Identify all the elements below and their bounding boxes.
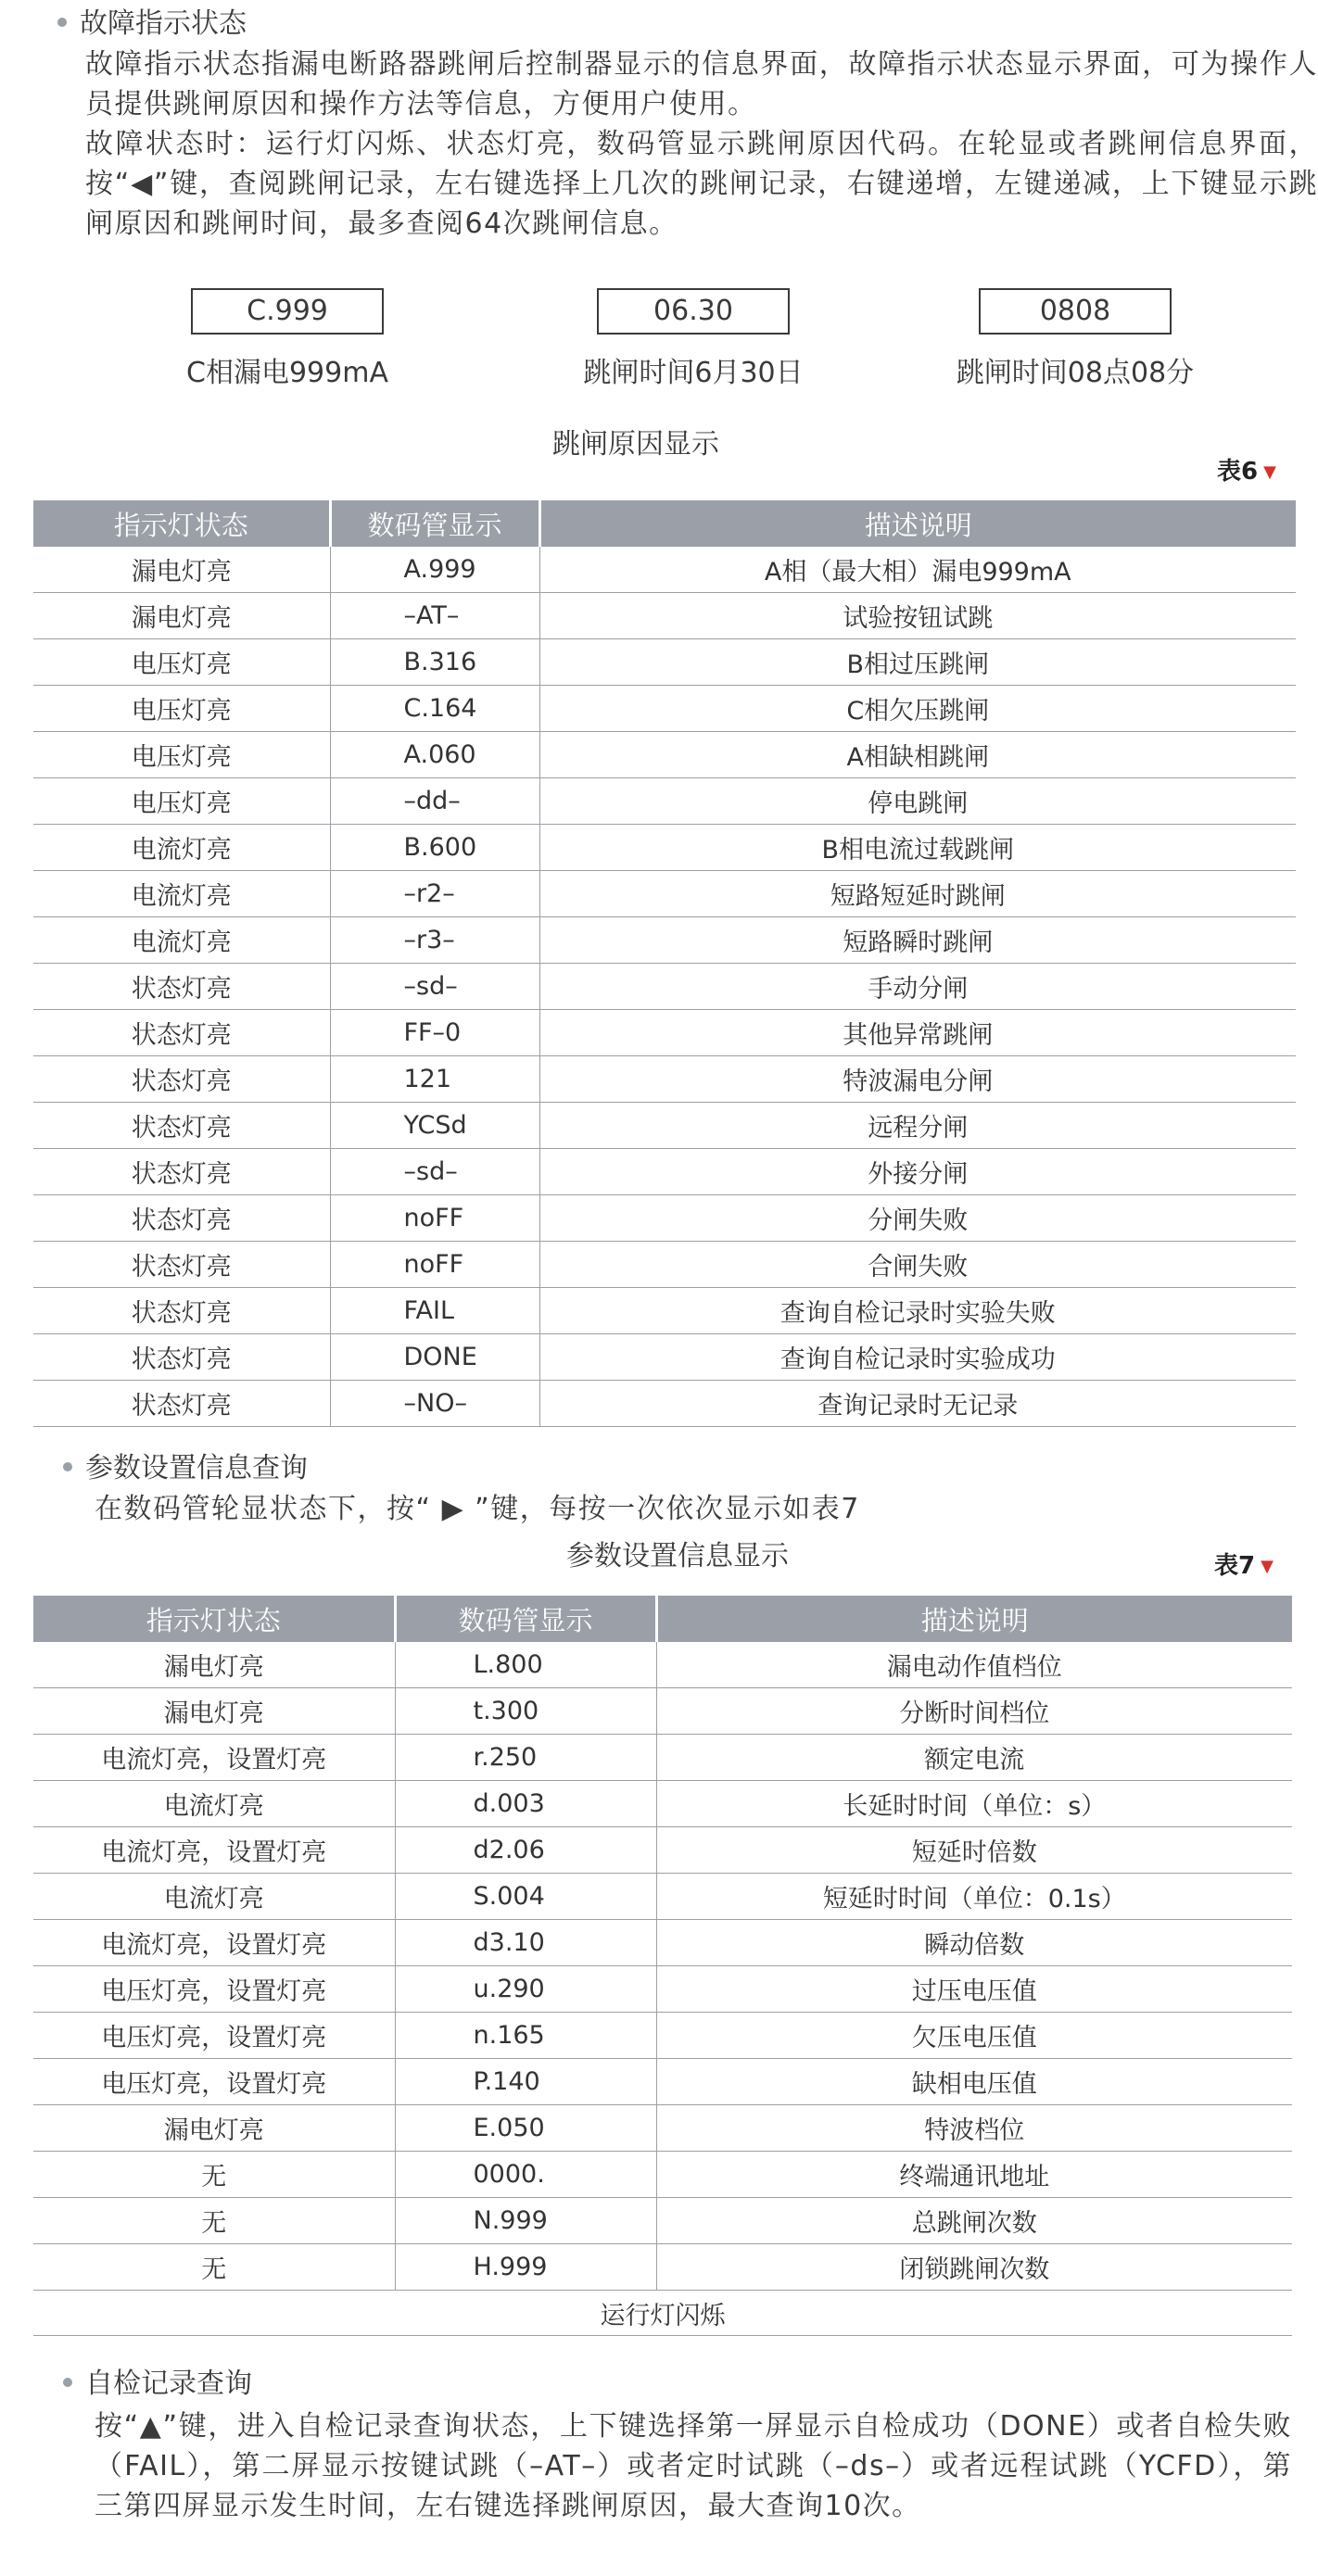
fault-section-para1: 故障指示状态指漏电断路器跳闸后控制器显示的信息界面，故障指示状态显示界面，可为操作人员提供跳闸原因和操作方法等信息，方便用户使用。 bbox=[85, 48, 1318, 120]
description-cell: 总跳闸次数 bbox=[656, 2198, 1292, 2244]
description-cell: C相欠压跳闸 bbox=[539, 686, 1296, 732]
table6-header-row bbox=[33, 500, 1296, 547]
table6 bbox=[33, 500, 1296, 1427]
table-row bbox=[33, 1242, 1296, 1288]
description-cell: 短延时倍数 bbox=[656, 1827, 1292, 1874]
table-row bbox=[33, 593, 1296, 639]
display-code-cell: C.164 bbox=[330, 686, 539, 732]
indicator-cell: 漏电灯亮 bbox=[33, 547, 330, 593]
display-code-cell: –r3– bbox=[330, 917, 539, 964]
display-code-cell: N.999 bbox=[395, 2198, 656, 2244]
selfcheck-section-para: 按“▲”键，进入自检记录查询状态，上下键选择第一屏显示自检成功（DONE）或者自检失败（FAIL），第二屏显示按键试跳（–AT–）或者定时试跳（–ds–）或者远程试跳（YCFD），第三第四屏显示发生时间，左右键选择跳闸原因，最大查询10次。 bbox=[95, 2410, 1292, 2522]
table-row bbox=[33, 1103, 1296, 1149]
indicator-cell: 电压灯亮，设置灯亮 bbox=[33, 2059, 395, 2105]
display-code-cell: noFF bbox=[330, 1195, 539, 1242]
table-row bbox=[33, 2152, 1292, 2198]
bullet-dot-icon bbox=[57, 18, 67, 27]
description-cell: A相缺相跳闸 bbox=[539, 732, 1296, 778]
description-cell: 过压电压值 bbox=[656, 1966, 1292, 2013]
indicator-cell: 状态灯亮 bbox=[33, 1288, 330, 1334]
table7-header-cell: 指示灯状态 bbox=[33, 1596, 395, 1642]
indicator-cell: 电流灯亮 bbox=[33, 1781, 395, 1827]
down-arrow-icon: ▼ bbox=[1263, 462, 1276, 482]
indicator-cell: 漏电灯亮 bbox=[33, 593, 330, 639]
description-cell: 手动分闸 bbox=[539, 964, 1296, 1010]
indicator-cell: 电压灯亮 bbox=[33, 732, 330, 778]
description-cell: 远程分闸 bbox=[539, 1103, 1296, 1149]
table-row bbox=[33, 1334, 1296, 1381]
table7-footer: 运行灯闪烁 bbox=[33, 2291, 1292, 2336]
display-code-cell: P.140 bbox=[395, 2059, 656, 2105]
indicator-cell: 电压灯亮 bbox=[33, 778, 330, 825]
display-code-cell: –dd– bbox=[330, 778, 539, 825]
table7-title: 参数设置信息显示 bbox=[566, 1540, 789, 1572]
description-cell: 查询记录时无记录 bbox=[539, 1381, 1296, 1427]
indicator-cell: 状态灯亮 bbox=[33, 1242, 330, 1288]
indicator-cell: 电流灯亮 bbox=[33, 917, 330, 964]
table-row bbox=[33, 1288, 1296, 1334]
indicator-cell: 状态灯亮 bbox=[33, 964, 330, 1010]
display-caption-1: C相漏电999mA bbox=[186, 357, 388, 389]
indicator-cell: 电流灯亮，设置灯亮 bbox=[33, 1920, 395, 1966]
table-row bbox=[33, 1381, 1296, 1427]
table-row bbox=[33, 1781, 1292, 1827]
table6-header-cell: 指示灯状态 bbox=[33, 500, 330, 547]
description-cell: 查询自检记录时实验成功 bbox=[539, 1334, 1296, 1381]
indicator-cell: 电压灯亮 bbox=[33, 686, 330, 732]
display-code-cell: d.003 bbox=[395, 1781, 656, 1827]
description-cell: 合闸失败 bbox=[539, 1242, 1296, 1288]
table6-header-cell: 数码管显示 bbox=[330, 500, 539, 547]
display-code-cell: r.250 bbox=[395, 1735, 656, 1781]
description-cell: B相电流过载跳闸 bbox=[539, 825, 1296, 871]
table-row bbox=[33, 1920, 1292, 1966]
display-code-cell: L.800 bbox=[395, 1642, 656, 1688]
description-cell: 短延时时间（单位：0.1s） bbox=[656, 1874, 1292, 1920]
indicator-cell: 漏电灯亮 bbox=[33, 2105, 395, 2152]
description-cell: 闭锁跳闸次数 bbox=[656, 2244, 1292, 2291]
indicator-cell: 电压灯亮 bbox=[33, 639, 330, 686]
table-row bbox=[33, 1010, 1296, 1056]
indicator-cell: 电流灯亮，设置灯亮 bbox=[33, 1735, 395, 1781]
fault-section-para2: 故障状态时：运行灯闪烁、状态灯亮，数码管显示跳闸原因代码。在轮显或者跳闸信息界面，按“◀”键，查阅跳闸记录，左右键选择上几次的跳闸记录，右键递增，左键递减，上下键显示跳闸原因和跳闸时间，最多查阅64次跳闸信息。 bbox=[85, 128, 1318, 240]
table7-tag: 表7 ▼ bbox=[1214, 1552, 1274, 1580]
display-code-cell: E.050 bbox=[395, 2105, 656, 2152]
table-row bbox=[33, 871, 1296, 917]
display-caption-2: 跳闸时间6月30日 bbox=[583, 357, 804, 389]
display-caption-3: 跳闸时间08点08分 bbox=[956, 357, 1195, 389]
display-box-1: C.999 bbox=[191, 288, 384, 335]
description-cell: 分断时间档位 bbox=[656, 1688, 1292, 1735]
table7-header-cell: 描述说明 bbox=[656, 1596, 1292, 1642]
display-code-cell: noFF bbox=[330, 1242, 539, 1288]
indicator-cell: 电压灯亮，设置灯亮 bbox=[33, 2013, 395, 2059]
description-cell: 试验按钮试跳 bbox=[539, 593, 1296, 639]
table-row bbox=[33, 2013, 1292, 2059]
display-code-cell: YCSd bbox=[330, 1103, 539, 1149]
indicator-cell: 状态灯亮 bbox=[33, 1334, 330, 1381]
table-row bbox=[33, 1642, 1292, 1688]
display-code-cell: H.999 bbox=[395, 2244, 656, 2291]
table-row bbox=[33, 964, 1296, 1010]
table-row bbox=[33, 1195, 1296, 1242]
table-row bbox=[33, 1056, 1296, 1103]
description-cell: 特波档位 bbox=[656, 2105, 1292, 2152]
description-cell: 分闸失败 bbox=[539, 1195, 1296, 1242]
description-cell: 缺相电压值 bbox=[656, 2059, 1292, 2105]
indicator-cell: 电流灯亮，设置灯亮 bbox=[33, 1827, 395, 1874]
indicator-cell: 无 bbox=[33, 2152, 395, 2198]
description-cell: 其他异常跳闸 bbox=[539, 1010, 1296, 1056]
param-section-desc: 在数码管轮显状态下，按“ ▶ ”键，每按一次依次显示如表7 bbox=[95, 1493, 860, 1525]
bullet-dot-icon bbox=[63, 1462, 72, 1471]
display-code-cell: –r2– bbox=[330, 871, 539, 917]
param-section-title: 参数设置信息查询 bbox=[63, 1450, 308, 1487]
table-row bbox=[33, 2244, 1292, 2291]
table-row bbox=[33, 732, 1296, 778]
display-code-cell: d2.06 bbox=[395, 1827, 656, 1874]
table-row bbox=[33, 1966, 1292, 2013]
indicator-cell: 无 bbox=[33, 2244, 395, 2291]
display-box-2: 06.30 bbox=[597, 288, 790, 335]
display-code-cell: 121 bbox=[330, 1056, 539, 1103]
down-arrow-icon: ▼ bbox=[1261, 1557, 1274, 1576]
table6-tag: 表6 ▼ bbox=[1217, 458, 1276, 486]
indicator-cell: 漏电灯亮 bbox=[33, 1688, 395, 1735]
indicator-cell: 状态灯亮 bbox=[33, 1056, 330, 1103]
selfcheck-section-title: 自检记录查询 bbox=[63, 2366, 252, 2403]
indicator-cell: 状态灯亮 bbox=[33, 1149, 330, 1195]
bullet-dot-icon bbox=[63, 2378, 72, 2387]
table-row bbox=[33, 547, 1296, 593]
description-cell: 额定电流 bbox=[656, 1735, 1292, 1781]
table-row bbox=[33, 1827, 1292, 1874]
display-code-cell: u.290 bbox=[395, 1966, 656, 2013]
display-code-cell: A.999 bbox=[330, 547, 539, 593]
description-cell: 短路短延时跳闸 bbox=[539, 871, 1296, 917]
table7-header-row bbox=[33, 1596, 1292, 1642]
indicator-cell: 电流灯亮 bbox=[33, 1874, 395, 1920]
display-code-cell: 0000. bbox=[395, 2152, 656, 2198]
indicator-cell: 状态灯亮 bbox=[33, 1010, 330, 1056]
table-row bbox=[33, 825, 1296, 871]
table-row bbox=[33, 2059, 1292, 2105]
table-row bbox=[33, 917, 1296, 964]
table7-header-cell: 数码管显示 bbox=[395, 1596, 656, 1642]
indicator-cell: 电流灯亮 bbox=[33, 825, 330, 871]
table6-title: 跳闸原因显示 bbox=[552, 428, 719, 461]
indicator-cell: 漏电灯亮 bbox=[33, 1642, 395, 1688]
display-code-cell: t.300 bbox=[395, 1688, 656, 1735]
display-code-cell: –sd– bbox=[330, 1149, 539, 1195]
indicator-cell: 电压灯亮，设置灯亮 bbox=[33, 1966, 395, 2013]
description-cell: 特波漏电分闸 bbox=[539, 1056, 1296, 1103]
display-code-cell: B.600 bbox=[330, 825, 539, 871]
description-cell: A相（最大相）漏电999mA bbox=[539, 547, 1296, 593]
table6-header-cell: 描述说明 bbox=[539, 500, 1296, 547]
description-cell: 长延时时间（单位：s） bbox=[656, 1781, 1292, 1827]
display-code-cell: DONE bbox=[330, 1334, 539, 1381]
description-cell: 欠压电压值 bbox=[656, 2013, 1292, 2059]
description-cell: 瞬动倍数 bbox=[656, 1920, 1292, 1966]
table-row bbox=[33, 2198, 1292, 2244]
indicator-cell: 状态灯亮 bbox=[33, 1195, 330, 1242]
display-code-cell: –sd– bbox=[330, 964, 539, 1010]
display-code-cell: d3.10 bbox=[395, 1920, 656, 1966]
display-box-3: 0808 bbox=[979, 288, 1172, 335]
table-row bbox=[33, 778, 1296, 825]
table-row bbox=[33, 2105, 1292, 2152]
display-code-cell: FF–0 bbox=[330, 1010, 539, 1056]
table-row bbox=[33, 686, 1296, 732]
display-code-cell: –NO– bbox=[330, 1381, 539, 1427]
display-code-cell: A.060 bbox=[330, 732, 539, 778]
table7-footer-row bbox=[33, 2291, 1292, 2336]
display-code-cell: –AT– bbox=[330, 593, 539, 639]
display-code-cell: S.004 bbox=[395, 1874, 656, 1920]
table7 bbox=[33, 1596, 1292, 2336]
display-code-cell: B.316 bbox=[330, 639, 539, 686]
table-row bbox=[33, 1735, 1292, 1781]
fault-section-title: 故障指示状态 bbox=[57, 6, 247, 43]
table-row bbox=[33, 1149, 1296, 1195]
indicator-cell: 状态灯亮 bbox=[33, 1103, 330, 1149]
description-cell: 外接分闸 bbox=[539, 1149, 1296, 1195]
display-code-cell: n.165 bbox=[395, 2013, 656, 2059]
table-row bbox=[33, 1688, 1292, 1735]
description-cell: B相过压跳闸 bbox=[539, 639, 1296, 686]
description-cell: 查询自检记录时实验失败 bbox=[539, 1288, 1296, 1334]
indicator-cell: 状态灯亮 bbox=[33, 1381, 330, 1427]
description-cell: 停电跳闸 bbox=[539, 778, 1296, 825]
description-cell: 漏电动作值档位 bbox=[656, 1642, 1292, 1688]
description-cell: 短路瞬时跳闸 bbox=[539, 917, 1296, 964]
indicator-cell: 电流灯亮 bbox=[33, 871, 330, 917]
display-code-cell: FAIL bbox=[330, 1288, 539, 1334]
indicator-cell: 无 bbox=[33, 2198, 395, 2244]
table-row bbox=[33, 1874, 1292, 1920]
description-cell: 终端通讯地址 bbox=[656, 2152, 1292, 2198]
table-row bbox=[33, 639, 1296, 686]
